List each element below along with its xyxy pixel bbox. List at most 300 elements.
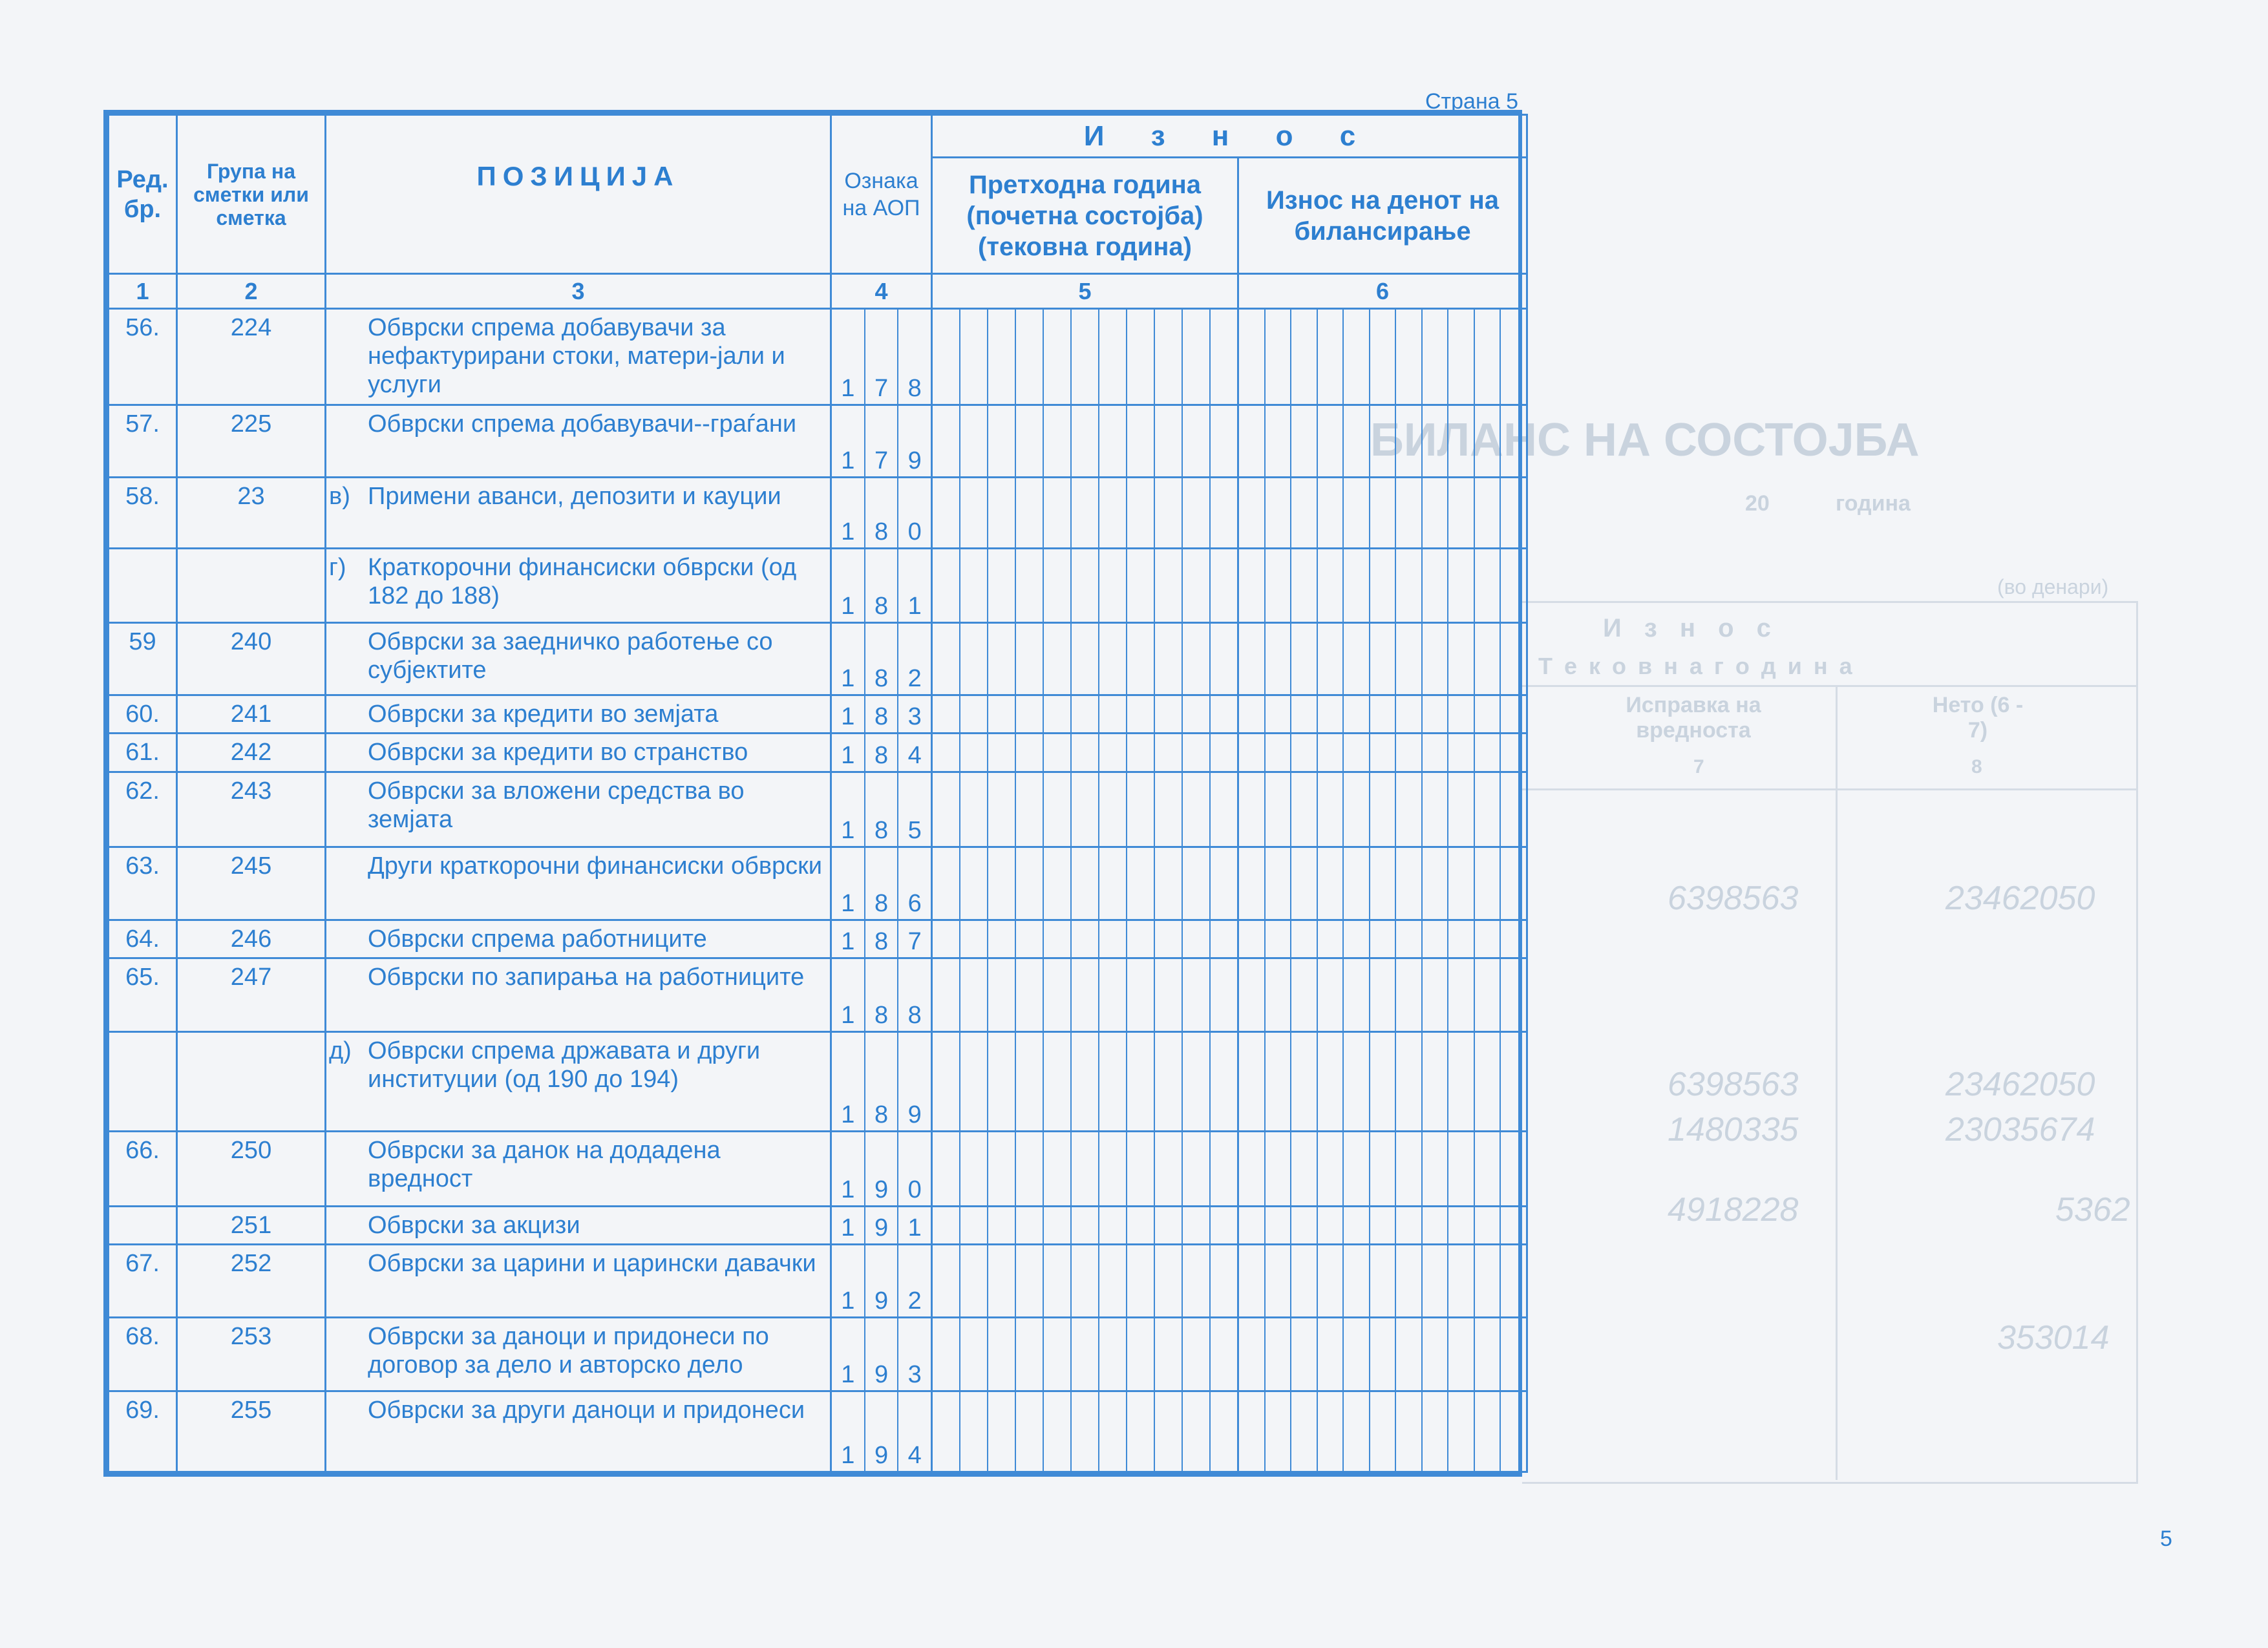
amount-digit-box[interactable] (1266, 921, 1292, 957)
amount-digit-box[interactable] (1291, 624, 1318, 694)
amount-previous-year[interactable] (932, 622, 1238, 695)
amount-digit-box[interactable] (1239, 1207, 1266, 1243)
amount-digit-box[interactable] (1072, 696, 1099, 732)
amount-digit-box[interactable] (1239, 1392, 1266, 1471)
amount-digit-box[interactable] (1318, 1245, 1344, 1316)
amount-digit-box[interactable] (1211, 1132, 1237, 1205)
amount-digit-box[interactable] (1291, 549, 1318, 621)
amount-digit-box[interactable] (1183, 921, 1211, 957)
amount-digit-box[interactable] (1044, 624, 1072, 694)
amount-digit-box[interactable] (960, 624, 988, 694)
amount-digit-box[interactable] (1448, 734, 1475, 770)
amount-digit-box[interactable] (1501, 1245, 1526, 1316)
amount-digit-box[interactable] (1099, 1207, 1127, 1243)
amount-digit-box[interactable] (1044, 1132, 1072, 1205)
amount-digit-box[interactable] (1475, 478, 1501, 547)
amount-digit-box[interactable] (933, 959, 960, 1031)
amount-digit-box[interactable] (1183, 696, 1211, 732)
amount-digit-box[interactable] (933, 734, 960, 770)
amount-digit-box[interactable] (960, 1132, 988, 1205)
amount-digit-box[interactable] (1370, 549, 1397, 621)
amount-current[interactable] (1238, 1131, 1527, 1206)
amount-previous-year[interactable] (932, 1391, 1238, 1472)
amount-digit-box[interactable] (1072, 1033, 1099, 1130)
amount-current[interactable] (1238, 920, 1527, 958)
amount-digit-box[interactable] (1183, 478, 1211, 547)
amount-digit-box[interactable] (1501, 310, 1526, 403)
amount-digit-box[interactable] (988, 624, 1016, 694)
amount-digit-box[interactable] (1501, 1318, 1526, 1390)
amount-digit-box[interactable] (960, 1207, 988, 1243)
amount-current[interactable] (1238, 734, 1527, 772)
amount-digit-box[interactable] (1501, 549, 1526, 621)
amount-digit-box[interactable] (1155, 848, 1183, 918)
amount-digit-box[interactable] (1099, 549, 1127, 621)
amount-digit-box[interactable] (1155, 624, 1183, 694)
amount-digit-box[interactable] (1099, 1318, 1127, 1390)
amount-digit-box[interactable] (1423, 773, 1449, 846)
amount-digit-box[interactable] (1396, 1245, 1423, 1316)
amount-digit-box[interactable] (1266, 773, 1292, 846)
amount-digit-box[interactable] (1318, 406, 1344, 476)
amount-digit-box[interactable] (1183, 734, 1211, 770)
amount-digit-box[interactable] (1127, 773, 1155, 846)
amount-digit-box[interactable] (1291, 310, 1318, 403)
amount-digit-box[interactable] (1291, 1245, 1318, 1316)
amount-digit-box[interactable] (1344, 1033, 1370, 1130)
amount-digit-box[interactable] (1211, 1245, 1237, 1316)
amount-digit-box[interactable] (1044, 1033, 1072, 1130)
amount-digit-box[interactable] (1211, 1207, 1237, 1243)
amount-digit-box[interactable] (1475, 1132, 1501, 1205)
amount-current[interactable] (1238, 1391, 1527, 1472)
amount-digit-box[interactable] (1044, 406, 1072, 476)
amount-digit-box[interactable] (1155, 310, 1183, 403)
amount-digit-box[interactable] (1044, 773, 1072, 846)
amount-current[interactable] (1238, 549, 1527, 622)
amount-digit-box[interactable] (1501, 406, 1526, 476)
amount-digit-box[interactable] (1501, 734, 1526, 770)
amount-current[interactable] (1238, 1032, 1527, 1131)
amount-digit-box[interactable] (1266, 549, 1292, 621)
amount-digit-box[interactable] (1475, 773, 1501, 846)
amount-digit-box[interactable] (1099, 1392, 1127, 1471)
amount-digit-box[interactable] (1370, 1392, 1397, 1471)
amount-digit-box[interactable] (1127, 1033, 1155, 1130)
amount-digit-box[interactable] (1448, 1392, 1475, 1471)
amount-digit-box[interactable] (1155, 406, 1183, 476)
amount-digit-box[interactable] (1099, 406, 1127, 476)
amount-digit-box[interactable] (1266, 1207, 1292, 1243)
amount-digit-box[interactable] (1423, 921, 1449, 957)
amount-digit-box[interactable] (1266, 1392, 1292, 1471)
amount-digit-box[interactable] (1318, 310, 1344, 403)
amount-previous-year[interactable] (932, 695, 1238, 734)
amount-current[interactable] (1238, 309, 1527, 405)
amount-digit-box[interactable] (1501, 478, 1526, 547)
amount-digit-box[interactable] (1072, 921, 1099, 957)
amount-digit-box[interactable] (1423, 406, 1449, 476)
amount-digit-box[interactable] (1423, 549, 1449, 621)
amount-digit-box[interactable] (988, 921, 1016, 957)
amount-digit-box[interactable] (1291, 921, 1318, 957)
amount-digit-box[interactable] (1239, 1245, 1266, 1316)
amount-digit-box[interactable] (1044, 549, 1072, 621)
amount-current[interactable] (1238, 772, 1527, 847)
amount-digit-box[interactable] (1266, 734, 1292, 770)
amount-digit-box[interactable] (1475, 1318, 1501, 1390)
amount-digit-box[interactable] (1266, 1245, 1292, 1316)
amount-digit-box[interactable] (1211, 549, 1237, 621)
amount-digit-box[interactable] (1183, 1033, 1211, 1130)
amount-digit-box[interactable] (1344, 1392, 1370, 1471)
amount-digit-box[interactable] (1044, 1245, 1072, 1316)
amount-digit-box[interactable] (1396, 696, 1423, 732)
amount-digit-box[interactable] (1501, 1392, 1526, 1471)
amount-digit-box[interactable] (1155, 921, 1183, 957)
amount-digit-box[interactable] (988, 1132, 1016, 1205)
amount-digit-box[interactable] (1044, 696, 1072, 732)
amount-digit-box[interactable] (1016, 959, 1044, 1031)
amount-digit-box[interactable] (1016, 734, 1044, 770)
amount-digit-box[interactable] (988, 310, 1016, 403)
amount-digit-box[interactable] (1423, 734, 1449, 770)
amount-digit-box[interactable] (1423, 848, 1449, 918)
amount-digit-box[interactable] (1239, 310, 1266, 403)
amount-digit-box[interactable] (1239, 549, 1266, 621)
amount-digit-box[interactable] (1475, 1245, 1501, 1316)
amount-previous-year[interactable] (932, 1317, 1238, 1391)
amount-digit-box[interactable] (960, 1392, 988, 1471)
amount-digit-box[interactable] (1044, 1207, 1072, 1243)
amount-digit-box[interactable] (1448, 773, 1475, 846)
amount-digit-box[interactable] (933, 406, 960, 476)
amount-digit-box[interactable] (1344, 921, 1370, 957)
amount-digit-box[interactable] (988, 549, 1016, 621)
amount-digit-box[interactable] (1099, 624, 1127, 694)
amount-digit-box[interactable] (1155, 1245, 1183, 1316)
amount-digit-box[interactable] (1291, 848, 1318, 918)
amount-digit-box[interactable] (1099, 773, 1127, 846)
amount-digit-box[interactable] (988, 959, 1016, 1031)
amount-digit-box[interactable] (1475, 406, 1501, 476)
amount-digit-box[interactable] (1183, 1318, 1211, 1390)
amount-digit-box[interactable] (1266, 1033, 1292, 1130)
amount-digit-box[interactable] (1423, 478, 1449, 547)
amount-digit-box[interactable] (988, 1392, 1016, 1471)
amount-current[interactable] (1238, 1317, 1527, 1391)
amount-digit-box[interactable] (1291, 734, 1318, 770)
amount-digit-box[interactable] (960, 406, 988, 476)
amount-digit-box[interactable] (1318, 696, 1344, 732)
amount-digit-box[interactable] (1344, 734, 1370, 770)
amount-digit-box[interactable] (1318, 1132, 1344, 1205)
amount-digit-box[interactable] (1344, 1207, 1370, 1243)
amount-digit-box[interactable] (1239, 624, 1266, 694)
amount-digit-box[interactable] (1211, 959, 1237, 1031)
amount-digit-box[interactable] (1344, 773, 1370, 846)
amount-digit-box[interactable] (933, 1392, 960, 1471)
amount-digit-box[interactable] (1370, 310, 1397, 403)
amount-digit-box[interactable] (960, 848, 988, 918)
amount-digit-box[interactable] (1072, 1318, 1099, 1390)
amount-digit-box[interactable] (1183, 848, 1211, 918)
amount-digit-box[interactable] (1099, 848, 1127, 918)
amount-digit-box[interactable] (1016, 1318, 1044, 1390)
amount-digit-box[interactable] (988, 696, 1016, 732)
amount-digit-box[interactable] (1099, 959, 1127, 1031)
amount-digit-box[interactable] (1155, 773, 1183, 846)
amount-digit-box[interactable] (1344, 696, 1370, 732)
amount-digit-box[interactable] (1044, 1392, 1072, 1471)
amount-digit-box[interactable] (1396, 1392, 1423, 1471)
amount-digit-box[interactable] (1501, 624, 1526, 694)
amount-digit-box[interactable] (1370, 696, 1397, 732)
amount-digit-box[interactable] (1370, 959, 1397, 1031)
amount-digit-box[interactable] (1448, 310, 1475, 403)
amount-digit-box[interactable] (933, 848, 960, 918)
amount-digit-box[interactable] (1099, 310, 1127, 403)
amount-digit-box[interactable] (1072, 310, 1099, 403)
amount-digit-box[interactable] (1291, 959, 1318, 1031)
amount-digit-box[interactable] (1396, 310, 1423, 403)
amount-digit-box[interactable] (1183, 1392, 1211, 1471)
amount-digit-box[interactable] (1475, 959, 1501, 1031)
amount-digit-box[interactable] (1155, 1132, 1183, 1205)
amount-digit-box[interactable] (933, 1132, 960, 1205)
amount-digit-box[interactable] (1266, 478, 1292, 547)
amount-digit-box[interactable] (1127, 310, 1155, 403)
amount-digit-box[interactable] (1016, 773, 1044, 846)
amount-digit-box[interactable] (1183, 549, 1211, 621)
amount-digit-box[interactable] (1423, 696, 1449, 732)
amount-digit-box[interactable] (1448, 406, 1475, 476)
amount-digit-box[interactable] (1266, 310, 1292, 403)
amount-digit-box[interactable] (1396, 921, 1423, 957)
amount-digit-box[interactable] (1155, 734, 1183, 770)
amount-digit-box[interactable] (1127, 549, 1155, 621)
amount-digit-box[interactable] (1344, 959, 1370, 1031)
amount-digit-box[interactable] (1239, 1318, 1266, 1390)
amount-digit-box[interactable] (1448, 696, 1475, 732)
amount-digit-box[interactable] (1183, 624, 1211, 694)
amount-digit-box[interactable] (1016, 624, 1044, 694)
amount-digit-box[interactable] (1211, 696, 1237, 732)
amount-digit-box[interactable] (933, 773, 960, 846)
amount-digit-box[interactable] (1423, 1318, 1449, 1390)
amount-digit-box[interactable] (1239, 1132, 1266, 1205)
amount-digit-box[interactable] (1423, 1207, 1449, 1243)
amount-digit-box[interactable] (988, 773, 1016, 846)
amount-digit-box[interactable] (1211, 1318, 1237, 1390)
amount-digit-box[interactable] (1501, 921, 1526, 957)
amount-digit-box[interactable] (988, 1245, 1016, 1316)
amount-digit-box[interactable] (1370, 1245, 1397, 1316)
amount-digit-box[interactable] (988, 478, 1016, 547)
amount-digit-box[interactable] (960, 478, 988, 547)
amount-digit-box[interactable] (960, 1033, 988, 1130)
amount-digit-box[interactable] (1072, 959, 1099, 1031)
amount-digit-box[interactable] (1239, 959, 1266, 1031)
amount-digit-box[interactable] (1318, 734, 1344, 770)
amount-digit-box[interactable] (1448, 1132, 1475, 1205)
amount-digit-box[interactable] (1044, 1318, 1072, 1390)
amount-current[interactable] (1238, 847, 1527, 920)
amount-digit-box[interactable] (960, 310, 988, 403)
amount-digit-box[interactable] (1448, 1318, 1475, 1390)
amount-digit-box[interactable] (1211, 773, 1237, 846)
amount-digit-box[interactable] (1239, 773, 1266, 846)
amount-digit-box[interactable] (933, 478, 960, 547)
amount-digit-box[interactable] (1239, 848, 1266, 918)
amount-digit-box[interactable] (1501, 773, 1526, 846)
amount-digit-box[interactable] (1099, 734, 1127, 770)
amount-digit-box[interactable] (1501, 1207, 1526, 1243)
amount-digit-box[interactable] (933, 1207, 960, 1243)
amount-digit-box[interactable] (960, 921, 988, 957)
amount-digit-box[interactable] (1475, 848, 1501, 918)
amount-current[interactable] (1238, 1245, 1527, 1317)
amount-digit-box[interactable] (1099, 921, 1127, 957)
amount-digit-box[interactable] (1318, 478, 1344, 547)
amount-digit-box[interactable] (1127, 1392, 1155, 1471)
amount-digit-box[interactable] (1475, 1033, 1501, 1130)
amount-digit-box[interactable] (1448, 848, 1475, 918)
amount-digit-box[interactable] (1318, 624, 1344, 694)
amount-digit-box[interactable] (1099, 1132, 1127, 1205)
amount-digit-box[interactable] (1044, 921, 1072, 957)
amount-digit-box[interactable] (960, 734, 988, 770)
amount-digit-box[interactable] (960, 1318, 988, 1390)
amount-previous-year[interactable] (932, 1245, 1238, 1317)
amount-digit-box[interactable] (1344, 549, 1370, 621)
amount-digit-box[interactable] (1291, 773, 1318, 846)
amount-digit-box[interactable] (1211, 734, 1237, 770)
amount-previous-year[interactable] (932, 549, 1238, 622)
amount-digit-box[interactable] (1183, 1132, 1211, 1205)
amount-digit-box[interactable] (1291, 696, 1318, 732)
amount-digit-box[interactable] (1183, 1207, 1211, 1243)
amount-digit-box[interactable] (1155, 478, 1183, 547)
amount-digit-box[interactable] (1099, 1245, 1127, 1316)
amount-digit-box[interactable] (1370, 1033, 1397, 1130)
amount-digit-box[interactable] (1211, 921, 1237, 957)
amount-digit-box[interactable] (1396, 959, 1423, 1031)
amount-digit-box[interactable] (1475, 734, 1501, 770)
amount-digit-box[interactable] (1183, 1245, 1211, 1316)
amount-digit-box[interactable] (1239, 406, 1266, 476)
amount-previous-year[interactable] (932, 1032, 1238, 1131)
amount-digit-box[interactable] (960, 959, 988, 1031)
amount-digit-box[interactable] (1239, 1033, 1266, 1130)
amount-digit-box[interactable] (1448, 959, 1475, 1031)
amount-digit-box[interactable] (1211, 406, 1237, 476)
amount-digit-box[interactable] (1501, 959, 1526, 1031)
amount-previous-year[interactable] (932, 309, 1238, 405)
amount-digit-box[interactable] (960, 549, 988, 621)
amount-digit-box[interactable] (1155, 696, 1183, 732)
amount-digit-box[interactable] (1370, 406, 1397, 476)
amount-digit-box[interactable] (1016, 921, 1044, 957)
amount-digit-box[interactable] (1370, 848, 1397, 918)
amount-digit-box[interactable] (1016, 310, 1044, 403)
amount-digit-box[interactable] (960, 773, 988, 846)
amount-digit-box[interactable] (1396, 734, 1423, 770)
amount-digit-box[interactable] (1370, 921, 1397, 957)
amount-previous-year[interactable] (932, 1131, 1238, 1206)
amount-current[interactable] (1238, 478, 1527, 549)
amount-digit-box[interactable] (1396, 624, 1423, 694)
amount-digit-box[interactable] (1396, 549, 1423, 621)
amount-current[interactable] (1238, 958, 1527, 1031)
amount-digit-box[interactable] (988, 1033, 1016, 1130)
amount-digit-box[interactable] (1016, 1245, 1044, 1316)
amount-digit-box[interactable] (1127, 734, 1155, 770)
amount-digit-box[interactable] (1099, 696, 1127, 732)
amount-previous-year[interactable] (932, 958, 1238, 1031)
amount-digit-box[interactable] (1127, 478, 1155, 547)
amount-digit-box[interactable] (1344, 848, 1370, 918)
amount-digit-box[interactable] (1072, 624, 1099, 694)
amount-digit-box[interactable] (1423, 1033, 1449, 1130)
amount-digit-box[interactable] (1127, 848, 1155, 918)
amount-digit-box[interactable] (1155, 1392, 1183, 1471)
amount-previous-year[interactable] (932, 478, 1238, 549)
amount-digit-box[interactable] (1016, 696, 1044, 732)
amount-digit-box[interactable] (1344, 1318, 1370, 1390)
amount-digit-box[interactable] (1239, 921, 1266, 957)
amount-digit-box[interactable] (1127, 696, 1155, 732)
amount-previous-year[interactable] (932, 772, 1238, 847)
amount-digit-box[interactable] (1016, 1132, 1044, 1205)
amount-digit-box[interactable] (1016, 406, 1044, 476)
amount-digit-box[interactable] (1423, 624, 1449, 694)
amount-digit-box[interactable] (960, 1245, 988, 1316)
amount-digit-box[interactable] (1396, 406, 1423, 476)
amount-digit-box[interactable] (1044, 310, 1072, 403)
amount-previous-year[interactable] (932, 847, 1238, 920)
amount-digit-box[interactable] (1318, 921, 1344, 957)
amount-digit-box[interactable] (1370, 1207, 1397, 1243)
amount-digit-box[interactable] (933, 1318, 960, 1390)
amount-digit-box[interactable] (1239, 696, 1266, 732)
amount-digit-box[interactable] (1475, 1392, 1501, 1471)
amount-digit-box[interactable] (1370, 478, 1397, 547)
amount-digit-box[interactable] (1072, 478, 1099, 547)
amount-digit-box[interactable] (1423, 1392, 1449, 1471)
amount-digit-box[interactable] (1211, 310, 1237, 403)
amount-digit-box[interactable] (1448, 624, 1475, 694)
amount-digit-box[interactable] (988, 1318, 1016, 1390)
amount-digit-box[interactable] (1072, 848, 1099, 918)
amount-digit-box[interactable] (1423, 1245, 1449, 1316)
amount-digit-box[interactable] (1318, 549, 1344, 621)
amount-digit-box[interactable] (1044, 848, 1072, 918)
amount-digit-box[interactable] (1155, 959, 1183, 1031)
amount-digit-box[interactable] (1396, 773, 1423, 846)
amount-current[interactable] (1238, 622, 1527, 695)
amount-digit-box[interactable] (1072, 1392, 1099, 1471)
amount-digit-box[interactable] (1266, 696, 1292, 732)
amount-digit-box[interactable] (1044, 959, 1072, 1031)
amount-digit-box[interactable] (1396, 1207, 1423, 1243)
amount-digit-box[interactable] (933, 1033, 960, 1130)
amount-digit-box[interactable] (1072, 1245, 1099, 1316)
amount-digit-box[interactable] (1155, 549, 1183, 621)
amount-digit-box[interactable] (1016, 1207, 1044, 1243)
amount-digit-box[interactable] (1183, 959, 1211, 1031)
amount-digit-box[interactable] (960, 696, 988, 732)
